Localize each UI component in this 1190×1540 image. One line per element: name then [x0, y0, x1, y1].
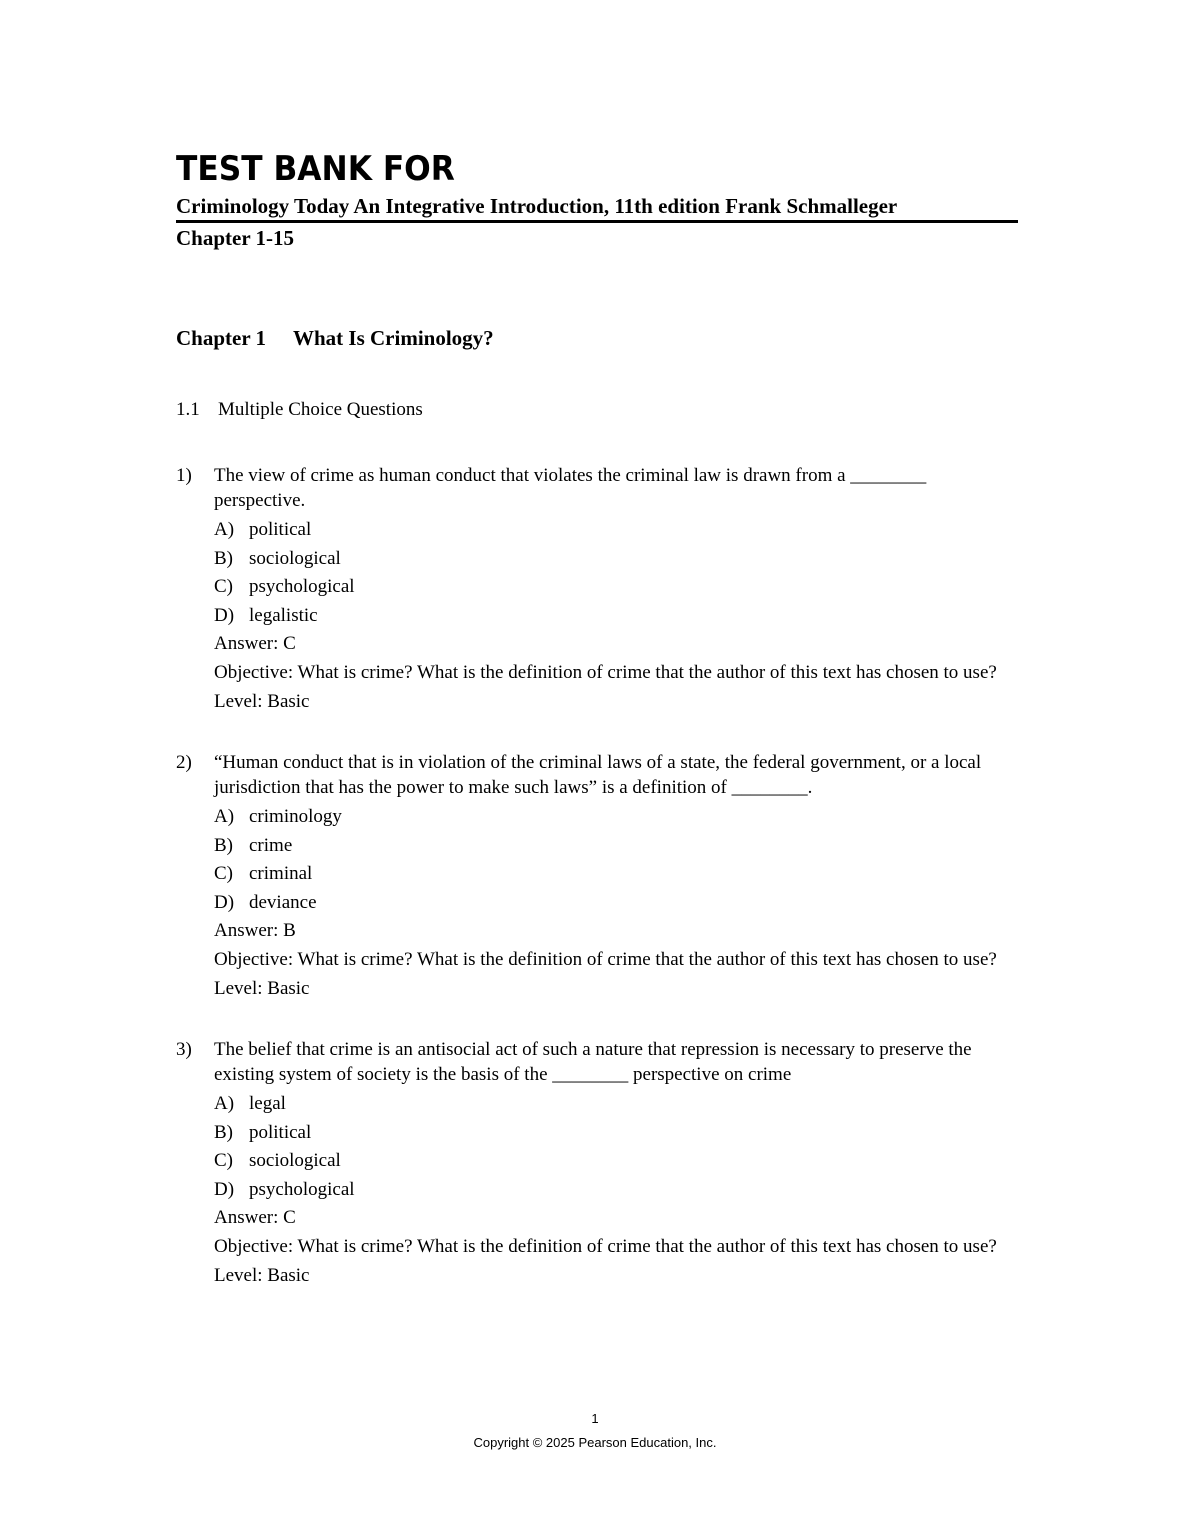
section-title: Multiple Choice Questions [218, 399, 423, 420]
option-b [214, 1119, 1006, 1148]
option-d [214, 1176, 1006, 1205]
option-letter: D) [214, 891, 235, 913]
option-letter: C) [214, 576, 233, 597]
level-line: Level: Basic [214, 977, 310, 999]
option-text: psychological [249, 1178, 355, 1200]
option-text: criminal [249, 863, 313, 884]
option-text: deviance [249, 891, 317, 913]
option-b [214, 545, 1006, 574]
chapter-range: Chapter 1-15 [176, 226, 295, 250]
section-heading [176, 396, 423, 424]
page-number: 1 [591, 1411, 599, 1426]
chapter-number: Chapter 1 [176, 326, 267, 350]
option-letter: B) [214, 1121, 233, 1143]
option-letter: A) [214, 519, 235, 540]
question-number: 2) [176, 752, 192, 773]
level-line: Level: Basic [214, 690, 310, 712]
option-letter: B) [214, 834, 233, 856]
option-text: sociological [249, 1150, 341, 1171]
question-list [176, 463, 1006, 1324]
option-text: psychological [249, 576, 355, 597]
option-text: legalistic [249, 604, 318, 626]
option-letter: B) [214, 547, 233, 569]
question-stem: The belief that crime is an antisocial act of such a nature that repression is necessary to preserve the existing system of society is the basis of the ________ perspective on crime [214, 1039, 972, 1085]
option-c [214, 860, 1006, 889]
option-c [214, 1147, 1006, 1176]
option-a [214, 803, 1006, 832]
chapter-title: What Is Criminology? [293, 326, 494, 350]
answer-line: Answer: C [214, 633, 296, 654]
option-text: sociological [249, 547, 341, 569]
option-letter: D) [214, 1178, 235, 1200]
question-number: 3) [176, 1039, 192, 1060]
question-stem: “Human conduct that is in violation of the criminal laws of a state, the federal government, or a local jurisdiction that has the power to make such laws” is a definition of ________. [214, 752, 982, 798]
option-text: criminology [249, 806, 342, 827]
option-letter: A) [214, 1093, 235, 1114]
question-stem: The view of crime as human conduct that violates the criminal law is drawn from a ________ perspective. [214, 465, 927, 511]
objective-line: Objective: What is crime? What is the definition of crime that the author of this text has chosen to use? [214, 1235, 997, 1257]
option-c [214, 573, 1006, 602]
option-letter: A) [214, 806, 235, 827]
option-text: crime [249, 834, 293, 856]
option-d [214, 602, 1006, 631]
copyright-notice: Copyright © 2025 Pearson Education, Inc. [473, 1435, 717, 1450]
option-a [214, 516, 1006, 545]
option-text: political [249, 519, 312, 540]
objective-line: Objective: What is crime? What is the definition of crime that the author of this text has chosen to use? [214, 661, 997, 683]
question-1 [176, 463, 1006, 716]
book-title: Criminology Today An Integrative Introduction, 11th edition Frank Schmalleger [176, 192, 1018, 223]
option-letter: C) [214, 863, 233, 884]
answer-line: Answer: C [214, 1207, 296, 1228]
chapter-heading [176, 323, 494, 353]
option-b [214, 832, 1006, 861]
question-2 [176, 750, 1006, 1003]
option-text: legal [249, 1093, 286, 1114]
option-d [214, 889, 1006, 918]
question-number: 1) [176, 465, 192, 486]
level-line: Level: Basic [214, 1264, 310, 1286]
answer-line: Answer: B [214, 920, 296, 941]
option-text: political [249, 1121, 312, 1143]
option-letter: D) [214, 604, 235, 626]
option-a [214, 1090, 1006, 1119]
objective-line: Objective: What is crime? What is the definition of crime that the author of this text has chosen to use? [214, 948, 997, 970]
question-3 [176, 1037, 1006, 1290]
section-number: 1.1 [176, 399, 200, 420]
banner-title: TEST BANK FOR [176, 149, 455, 189]
option-letter: C) [214, 1150, 233, 1171]
